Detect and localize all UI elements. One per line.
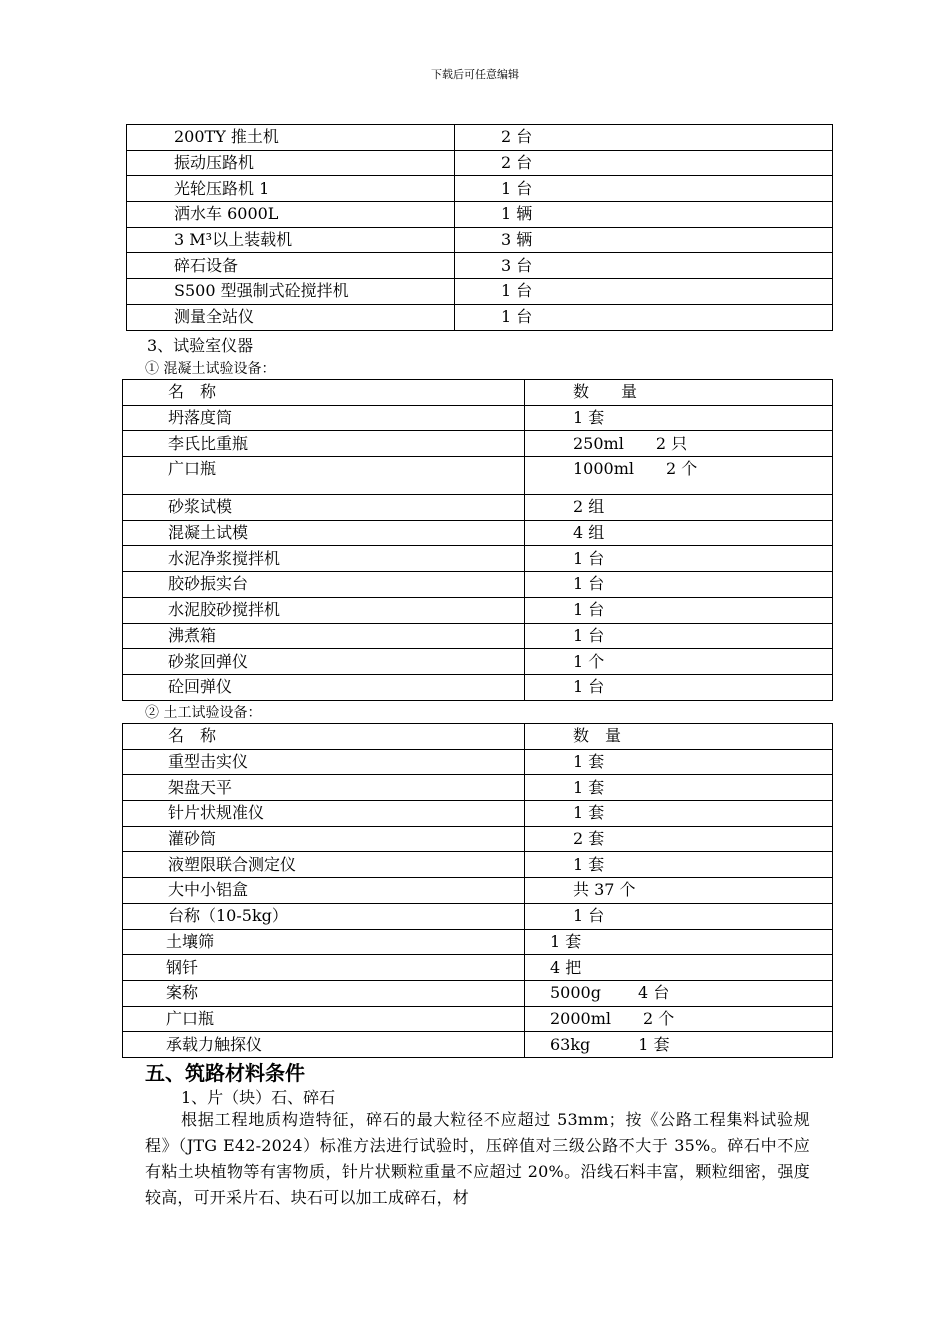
item-name-cell: 洒水车 6000L (127, 202, 455, 228)
item-name-cell: 台称（10-5kg） (123, 903, 525, 929)
body-paragraph: 根据工程地质构造特征，碎石的最大粒径不应超过 53mm；按《公路工程集料试验规程》（JTG E42-2024）标准方法进行试验时，压碎值对三级公路不大于 35%。碎石中不应有粘土块植物等有害物质，针片状颗粒重量不应超过 20%。沿线石料丰富，颗粒细密，强度较高，可开采片石、块石可以加工成碎石，材 (145, 1110, 810, 1207)
item-name-cell: 200TY 推土机 (127, 125, 455, 151)
item-quantity-cell: 1 台 (525, 903, 833, 929)
soil-equipment-table (122, 723, 833, 1058)
section-5-1-heading: 1、片（块）石、碎石 (181, 1088, 336, 1107)
table-row (123, 431, 833, 457)
table-row (127, 150, 833, 176)
item-name-cell: 架盘天平 (123, 775, 525, 801)
item-name-cell: 针片状规准仪 (123, 801, 525, 827)
section-5-heading: 五、筑路材料条件 (145, 1061, 305, 1085)
item-quantity-cell: 1000ml 2 个 (525, 457, 833, 495)
item-quantity-cell: 1 台 (455, 176, 833, 202)
item-quantity-cell: 2000ml 2 个 (525, 1006, 833, 1032)
table-row (123, 495, 833, 521)
item-quantity-cell: 2 台 (455, 150, 833, 176)
item-name-cell: 胶砂振实台 (123, 572, 525, 598)
item-quantity-cell: 1 套 (525, 852, 833, 878)
table-row (123, 1032, 833, 1058)
table-row (123, 546, 833, 572)
item-quantity-cell: 1 台 (525, 572, 833, 598)
concrete-equipment-subtitle: ① 混凝土试验设备： (145, 361, 276, 377)
item-quantity-cell: 63kg 1 套 (525, 1032, 833, 1058)
concrete-equipment-table (122, 379, 833, 701)
item-name-cell: 案称 (123, 980, 525, 1006)
table-row (123, 520, 833, 546)
item-quantity-cell: 1 套 (525, 775, 833, 801)
table-row (127, 202, 833, 228)
item-quantity-cell: 1 套 (525, 801, 833, 827)
table-row (123, 826, 833, 852)
table-row (127, 279, 833, 305)
table-header-row (123, 380, 833, 406)
header-quantity: 数 量 (525, 724, 833, 750)
item-quantity-cell: 1 台 (455, 304, 833, 330)
item-name-cell: 坍落度筒 (123, 405, 525, 431)
item-name-cell: S500 型强制式砼搅拌机 (127, 279, 455, 305)
section-3-heading: 3、试验室仪器 (147, 336, 254, 355)
item-name-cell: 重型击实仪 (123, 749, 525, 775)
item-quantity-cell: 1 台 (525, 623, 833, 649)
item-name-cell: 承载力触探仪 (123, 1032, 525, 1058)
item-quantity-cell: 1 台 (525, 674, 833, 700)
table-row (123, 623, 833, 649)
item-name-cell: 3 M³以上装载机 (127, 227, 455, 253)
item-quantity-cell: 2 组 (525, 495, 833, 521)
item-name-cell: 土壤筛 (123, 929, 525, 955)
item-quantity-cell: 250ml 2 只 (525, 431, 833, 457)
item-name-cell: 测量全站仪 (127, 304, 455, 330)
table-row (123, 649, 833, 675)
item-name-cell: 广口瓶 (123, 457, 525, 495)
table-row (123, 801, 833, 827)
equipment-table (126, 124, 833, 331)
item-name-cell: 沸煮箱 (123, 623, 525, 649)
item-name-cell: 混凝土试模 (123, 520, 525, 546)
table-row (123, 929, 833, 955)
header-name: 名 称 (123, 380, 525, 406)
item-quantity-cell: 3 台 (455, 253, 833, 279)
item-quantity-cell: 2 套 (525, 826, 833, 852)
table-row (127, 125, 833, 151)
item-name-cell: 大中小铝盒 (123, 878, 525, 904)
item-name-cell: 砂浆试模 (123, 495, 525, 521)
item-quantity-cell: 1 个 (525, 649, 833, 675)
table-row (127, 304, 833, 330)
item-name-cell: 液塑限联合测定仪 (123, 852, 525, 878)
table-row (123, 674, 833, 700)
table-row (123, 597, 833, 623)
item-quantity-cell: 1 台 (455, 279, 833, 305)
soil-equipment-subtitle: ② 土工试验设备： (145, 705, 262, 721)
item-quantity-cell: 1 台 (525, 546, 833, 572)
item-name-cell: 光轮压路机 1 (127, 176, 455, 202)
item-quantity-cell: 2 台 (455, 125, 833, 151)
table-row (123, 980, 833, 1006)
table-row (123, 749, 833, 775)
item-name-cell: 振动压路机 (127, 150, 455, 176)
item-quantity-cell: 4 把 (525, 955, 833, 981)
table-row (127, 227, 833, 253)
table-row (123, 852, 833, 878)
item-name-cell: 水泥胶砂搅拌机 (123, 597, 525, 623)
table-row (123, 878, 833, 904)
table-row (123, 903, 833, 929)
table-row (123, 405, 833, 431)
item-name-cell: 碎石设备 (127, 253, 455, 279)
header-name: 名 称 (123, 724, 525, 750)
item-quantity-cell: 1 套 (525, 749, 833, 775)
item-name-cell: 砼回弹仪 (123, 674, 525, 700)
table-header-row (123, 724, 833, 750)
item-name-cell: 水泥净浆搅拌机 (123, 546, 525, 572)
item-name-cell: 广口瓶 (123, 1006, 525, 1032)
item-name-cell: 钢钎 (123, 955, 525, 981)
item-quantity-cell: 1 台 (525, 597, 833, 623)
header-quantity: 数 量 (525, 380, 833, 406)
item-quantity-cell: 3 辆 (455, 227, 833, 253)
item-name-cell: 灌砂筒 (123, 826, 525, 852)
table-row (123, 955, 833, 981)
page-header: 下载后可任意编辑 (431, 68, 519, 81)
item-quantity-cell: 共 37 个 (525, 878, 833, 904)
item-quantity-cell: 4 组 (525, 520, 833, 546)
table-row (123, 1006, 833, 1032)
table-row (127, 253, 833, 279)
item-quantity-cell: 1 套 (525, 929, 833, 955)
table-row (123, 775, 833, 801)
item-quantity-cell: 1 套 (525, 405, 833, 431)
item-quantity-cell: 5000g 4 台 (525, 980, 833, 1006)
item-name-cell: 砂浆回弹仪 (123, 649, 525, 675)
item-quantity-cell: 1 辆 (455, 202, 833, 228)
table-row (123, 572, 833, 598)
table-row (123, 457, 833, 495)
table-row (127, 176, 833, 202)
item-name-cell: 李氏比重瓶 (123, 431, 525, 457)
